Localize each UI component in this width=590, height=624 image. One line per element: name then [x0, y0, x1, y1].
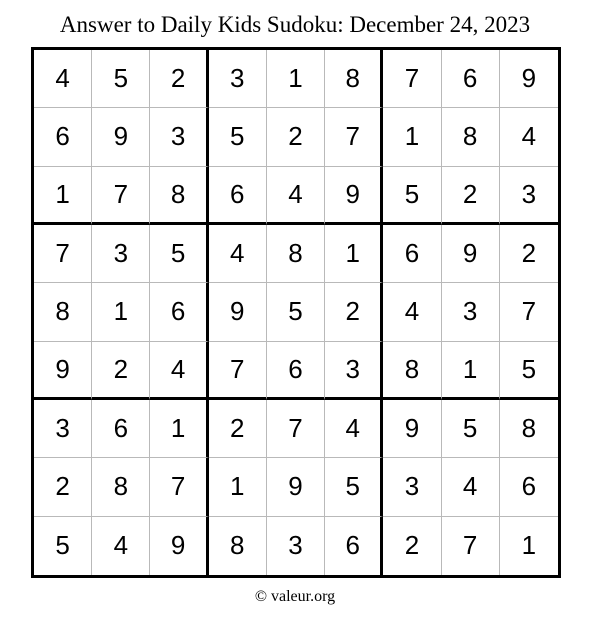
- sudoku-cell: 1: [267, 50, 325, 108]
- sudoku-cell: 3: [325, 342, 383, 400]
- sudoku-cell: 7: [150, 458, 208, 516]
- sudoku-cell: 3: [383, 458, 441, 516]
- sudoku-cell: 3: [209, 50, 267, 108]
- sudoku-cell: 1: [325, 225, 383, 283]
- sudoku-cell: 9: [92, 108, 150, 166]
- sudoku-cell: 8: [34, 283, 92, 341]
- sudoku-cell: 6: [150, 283, 208, 341]
- sudoku-cell: 6: [267, 342, 325, 400]
- sudoku-cell: 4: [150, 342, 208, 400]
- sudoku-cell: 3: [150, 108, 208, 166]
- sudoku-cell: 6: [500, 458, 558, 516]
- sudoku-cell: 2: [442, 167, 500, 225]
- sudoku-cell: 5: [267, 283, 325, 341]
- sudoku-cell: 5: [442, 400, 500, 458]
- sudoku-cell: 7: [442, 517, 500, 575]
- sudoku-cell: 7: [34, 225, 92, 283]
- sudoku-cell: 2: [267, 108, 325, 166]
- sudoku-cell: 1: [383, 108, 441, 166]
- sudoku-cell: 9: [150, 517, 208, 575]
- sudoku-cell: 1: [92, 283, 150, 341]
- sudoku-cell: 3: [92, 225, 150, 283]
- sudoku-cell: 7: [383, 50, 441, 108]
- sudoku-cell: 2: [325, 283, 383, 341]
- sudoku-cell: 9: [267, 458, 325, 516]
- sudoku-cell: 9: [209, 283, 267, 341]
- sudoku-cell: 9: [442, 225, 500, 283]
- sudoku-cell: 7: [92, 167, 150, 225]
- sudoku-cell: 8: [383, 342, 441, 400]
- sudoku-cell: 8: [325, 50, 383, 108]
- sudoku-cell: 8: [267, 225, 325, 283]
- sudoku-cell: 4: [34, 50, 92, 108]
- sudoku-cell: 6: [34, 108, 92, 166]
- sudoku-cell: 2: [34, 458, 92, 516]
- sudoku-cell: 5: [500, 342, 558, 400]
- sudoku-cell: 2: [150, 50, 208, 108]
- sudoku-grid: [31, 47, 561, 578]
- sudoku-cell: 6: [92, 400, 150, 458]
- sudoku-cell: 7: [267, 400, 325, 458]
- sudoku-cell: 5: [34, 517, 92, 575]
- sudoku-cell: 7: [209, 342, 267, 400]
- sudoku-cell: 1: [442, 342, 500, 400]
- sudoku-cell: 5: [92, 50, 150, 108]
- sudoku-cell: 8: [150, 167, 208, 225]
- sudoku-cell: 2: [383, 517, 441, 575]
- sudoku-cell: 9: [500, 50, 558, 108]
- sudoku-cell: 4: [500, 108, 558, 166]
- sudoku-cell: 2: [209, 400, 267, 458]
- copyright-footer: © valeur.org: [254, 588, 336, 605]
- page-title: Answer to Daily Kids Sudoku: December 24, 2023: [59, 12, 531, 37]
- sudoku-cell: 1: [521, 530, 537, 561]
- sudoku-cell: 2: [500, 225, 558, 283]
- sudoku-cell: 1: [34, 167, 92, 225]
- sudoku-cell: 4: [267, 167, 325, 225]
- sudoku-cell: 4: [209, 225, 267, 283]
- sudoku-cell: 1: [209, 458, 267, 516]
- sudoku-cell: 5: [383, 167, 441, 225]
- sudoku-cell: 6: [325, 517, 383, 575]
- sudoku-cell: 5: [325, 458, 383, 516]
- sudoku-cell: 3: [442, 283, 500, 341]
- sudoku-cell: 4: [442, 458, 500, 516]
- sudoku-cell: 6: [209, 167, 267, 225]
- sudoku-cell: 7: [325, 108, 383, 166]
- sudoku-cell: 9: [325, 167, 383, 225]
- sudoku-cell: 8: [500, 400, 558, 458]
- sudoku-cell: 5: [209, 108, 267, 166]
- sudoku-cell: 9: [34, 342, 92, 400]
- sudoku-cell: 7: [500, 283, 558, 341]
- sudoku-cell: 4: [383, 283, 441, 341]
- sudoku-cell: 3: [267, 517, 325, 575]
- sudoku-cell: 2: [92, 342, 150, 400]
- sudoku-cell: 9: [383, 400, 441, 458]
- sudoku-cell: 6: [383, 225, 441, 283]
- sudoku-cell: 8: [442, 108, 500, 166]
- sudoku-cell: 4: [92, 517, 150, 575]
- sudoku-cell: 3: [500, 167, 558, 225]
- sudoku-cell: 1: [150, 400, 208, 458]
- sudoku-cell: 3: [34, 400, 92, 458]
- sudoku-cell: 8: [209, 517, 267, 575]
- sudoku-cell: 8: [92, 458, 150, 516]
- sudoku-cell: 4: [325, 400, 383, 458]
- sudoku-cell: 5: [150, 225, 208, 283]
- sudoku-cell: 6: [442, 50, 500, 108]
